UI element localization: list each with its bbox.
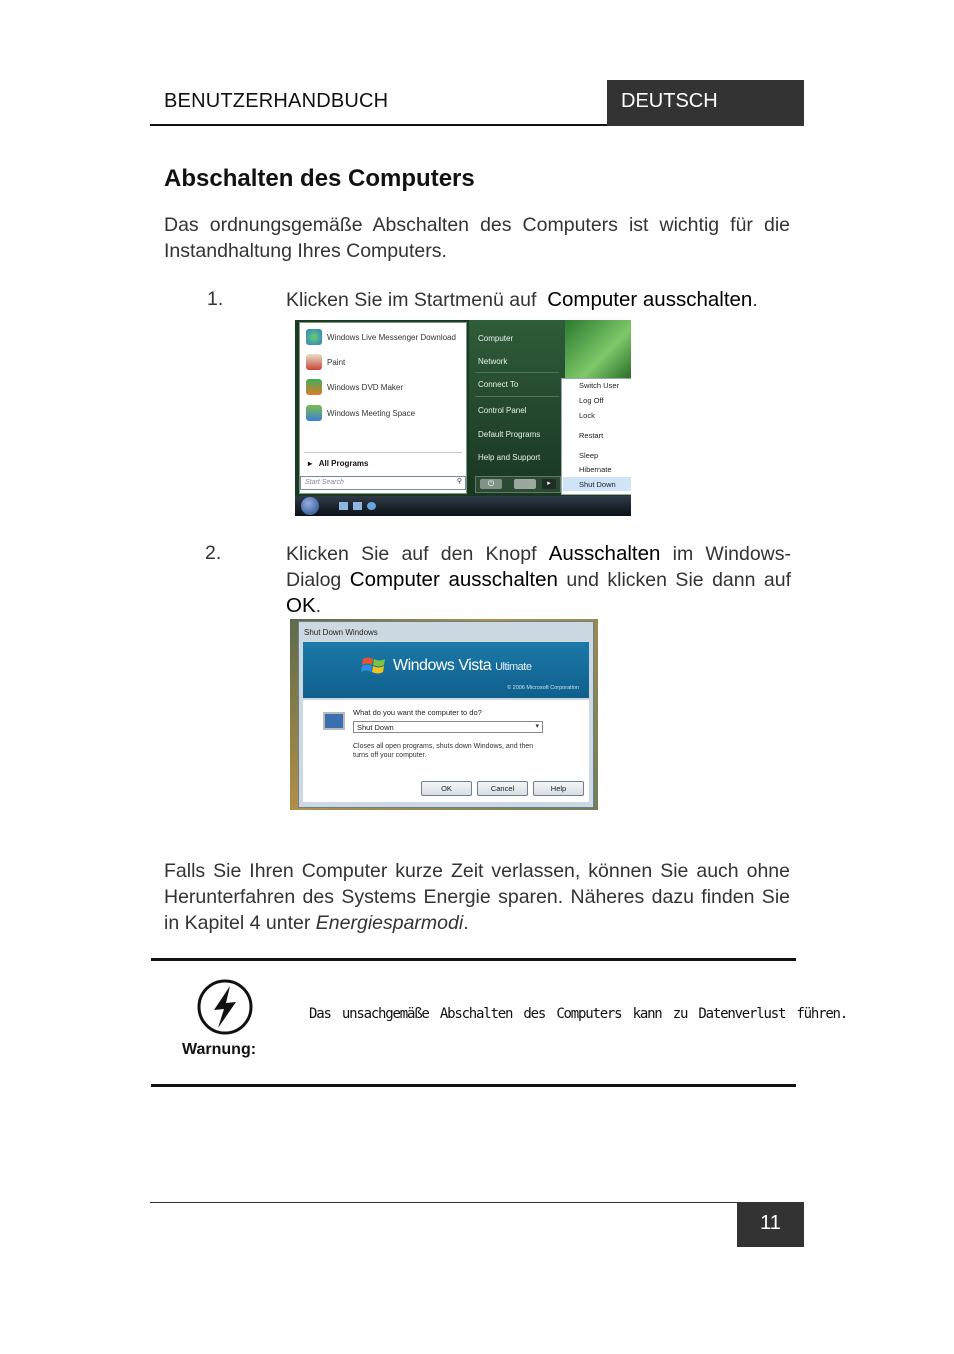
step-1-suffix: . (752, 289, 758, 311)
lightning-warning-icon (196, 978, 254, 1036)
cancel-button[interactable]: Cancel (477, 781, 528, 796)
start-menu-item-messenger[interactable] (306, 326, 456, 348)
all-programs-label: All Programs (318, 459, 369, 468)
dialog-question: What do you want the computer to do? (353, 708, 482, 717)
meeting-space-icon (306, 405, 322, 421)
submenu-switch-user[interactable]: Switch User (579, 381, 620, 390)
taskbar (295, 496, 631, 516)
start-menu-item-label: Windows Live Messenger Download (327, 332, 456, 342)
warning-label: Warnung: (182, 1041, 257, 1058)
header-manual-title: BENUTZERHANDBUCH (164, 90, 389, 112)
submenu-lock[interactable]: Lock (579, 411, 595, 420)
start-menu-item-label: Windows Meeting Space (327, 408, 416, 418)
shutdown-dialog-window (298, 621, 594, 808)
start-menu-programs-pane (299, 322, 467, 494)
submenu-hibernate[interactable]: Hibernate (579, 465, 612, 474)
page-number: 11 (737, 1202, 804, 1247)
chevron-down-icon: ▾ (535, 723, 539, 730)
step-2-text (286, 541, 791, 619)
arrow-right-icon[interactable]: ▸ (542, 479, 556, 489)
step-1-text (286, 287, 758, 313)
step-2-emphasis-ok: OK (286, 594, 316, 617)
start-search-placeholder: Start Search (305, 479, 344, 486)
start-menu-computer[interactable]: Computer (478, 334, 514, 343)
header-rule (150, 124, 608, 126)
step-2-text-end: . (315, 595, 322, 617)
step-1-emphasis: Computer ausschalten (547, 288, 753, 311)
start-menu-item-label: Paint (327, 357, 346, 367)
start-menu-screenshot (295, 320, 631, 516)
warning-top-rule (151, 958, 796, 961)
submenu-log-off[interactable]: Log Off (579, 396, 604, 405)
places-divider (475, 372, 559, 373)
places-divider (475, 396, 559, 397)
ok-button[interactable]: OK (421, 781, 472, 796)
shutdown-option-select[interactable] (353, 721, 543, 733)
step-2-text-part: im Windows-Dialog (286, 543, 792, 591)
step-1-number: 1. (207, 288, 224, 310)
lock-icon[interactable] (514, 479, 536, 489)
start-menu-help-support[interactable]: Help and Support (478, 453, 541, 462)
shutdown-submenu (561, 378, 631, 495)
energy-mode-reference: Energiesparmodi (315, 912, 464, 934)
help-button[interactable]: Help (533, 781, 584, 796)
step-2-emphasis-shutdown: Ausschalten (548, 542, 661, 565)
start-menu-divider (304, 452, 462, 453)
submenu-sleep[interactable]: Sleep (579, 451, 599, 460)
messenger-icon (306, 329, 322, 345)
submenu-shut-down[interactable]: Shut Down (579, 480, 616, 489)
windows-vista-brand (393, 657, 531, 675)
step-2-emphasis-dialog: Computer ausschalten (349, 568, 558, 591)
start-menu-item-meeting-space[interactable] (306, 402, 415, 424)
dialog-title: Shut Down Windows (304, 628, 378, 637)
start-menu-item-paint[interactable] (306, 351, 345, 373)
start-menu-wallpaper (565, 320, 631, 378)
shutdown-dialog-screenshot (290, 619, 598, 810)
internet-explorer-icon[interactable] (367, 502, 376, 510)
header-language-label: DEUTSCH (607, 80, 804, 126)
search-icon: ⚲ (456, 478, 462, 485)
start-menu-item-label: Windows DVD Maker (327, 382, 404, 392)
step-2-text-part: und klicken Sie dann auf (566, 569, 792, 591)
dialog-body (303, 700, 589, 802)
option-description: Closes all open programs, shuts down Windows, and then turns off your computer. (353, 743, 534, 759)
arrow-right-icon: ▸ (308, 459, 319, 468)
submenu-restart[interactable]: Restart (579, 431, 604, 440)
windows-logo-icon (361, 654, 387, 676)
start-menu-item-dvd-maker[interactable] (306, 376, 403, 398)
computer-icon (323, 712, 345, 730)
start-menu-default-programs[interactable]: Default Programs (478, 430, 541, 439)
warning-bottom-rule (151, 1084, 796, 1087)
dialog-banner (303, 642, 589, 698)
step-1-prefix: Klicken Sie im Startmenü auf (286, 289, 537, 311)
power-icon[interactable]: ⏻ (480, 479, 502, 489)
dvd-maker-icon (306, 379, 322, 395)
energy-paragraph (164, 858, 790, 936)
start-menu-places-pane (469, 320, 565, 496)
select-value: Shut Down (357, 723, 394, 732)
start-menu-network[interactable]: Network (478, 357, 508, 366)
dialog-copyright: © 2006 Microsoft Corporation (507, 685, 579, 691)
all-programs-button[interactable] (308, 459, 368, 468)
energy-paragraph-text: Falls Sie Ihren Computer kurze Zeit verlassen, können Sie auch ohne Herunterfahren des Systems Energie sparen. Näheres dazu finden Sie in Kapitel 4 unter (164, 860, 790, 934)
section-title: Abschalten des Computers (164, 165, 475, 192)
paint-icon (306, 354, 322, 370)
step-2-number: 2. (205, 542, 222, 564)
start-menu-connect-to[interactable]: Connect To (478, 380, 519, 389)
brand-edition: Ultimate (495, 661, 532, 673)
footer-rule (150, 1202, 738, 1203)
power-buttons (475, 476, 561, 493)
start-search-input[interactable] (300, 476, 466, 490)
brand-name: Windows Vista (393, 657, 492, 674)
energy-paragraph-end: . (463, 912, 469, 934)
step-2-text-part: Klicken Sie auf den Knopf (286, 543, 537, 565)
start-menu-control-panel[interactable]: Control Panel (478, 406, 527, 415)
switch-windows-icon[interactable] (353, 502, 362, 510)
intro-paragraph: Das ordnungsgemäße Abschalten des Computers ist wichtig für die Instandhaltung Ihres Computers. (164, 214, 790, 262)
warning-text: Das unsachgemäße Abschalten des Computers kann zu Datenverlust führen. (309, 1006, 848, 1022)
windows-orb-icon[interactable] (301, 497, 319, 515)
show-desktop-icon[interactable] (339, 502, 348, 510)
